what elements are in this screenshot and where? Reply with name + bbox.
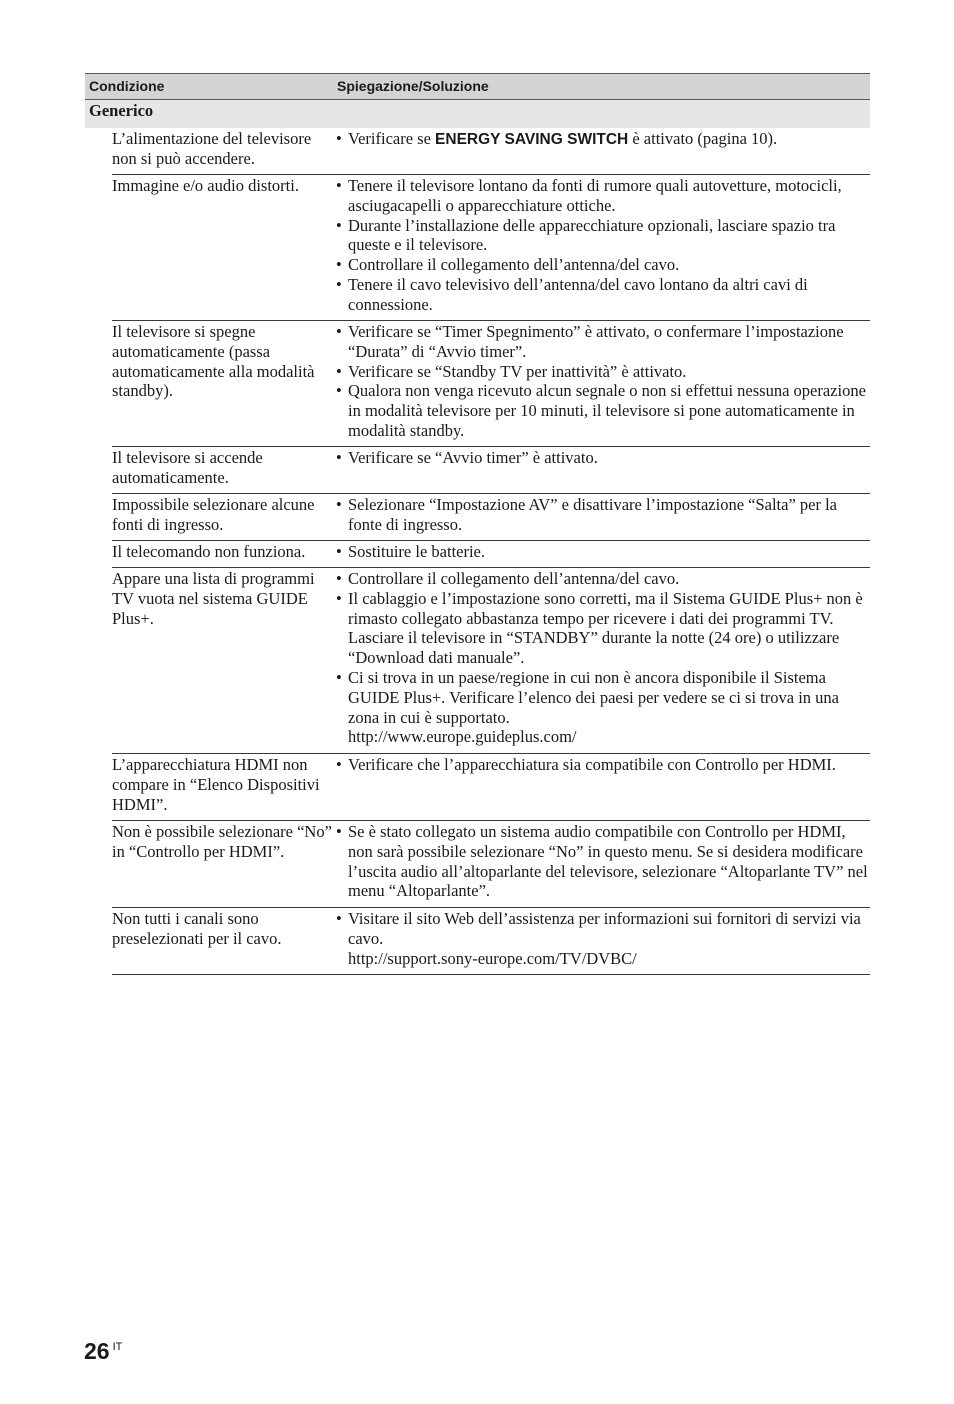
condition-cell: Non è possibile selezionare “No” in “Controllo per HDMI”.: [112, 822, 332, 861]
condition-cell: Il televisore si accende automaticamente.: [112, 448, 263, 487]
table-header: [85, 73, 870, 100]
header-condition: Condizione: [89, 78, 165, 94]
solution-cell: [335, 755, 870, 815]
table-row: [112, 908, 870, 975]
page-number: 26: [84, 1338, 110, 1364]
solution-cell: [335, 495, 870, 535]
solution-text: è attivato (pagina 10).: [628, 129, 778, 148]
table-row: [112, 447, 870, 494]
condition-cell: Impossibile selezionare alcune fonti di ingresso.: [112, 495, 315, 534]
section-heading: Generico: [85, 100, 870, 128]
solution-cell: [335, 822, 870, 902]
condition-cell: Appare una lista di programmi TV vuota nel sistema GUIDE Plus+.: [112, 569, 315, 628]
solution-cell: [335, 129, 870, 169]
table-row: [112, 321, 870, 447]
table-row: [112, 754, 870, 821]
solution-item: • Verificare se “Standby TV per inattività” è attivato.: [336, 362, 870, 382]
solution-cell: [335, 569, 870, 748]
solution-item: • Verificare se “Timer Spegnimento” è attivato, o confermare l’impostazione “Durata” di “Avvio timer”.: [336, 322, 870, 362]
solution-item: • Visitare il sito Web dell’assistenza per informazioni sui fornitori di servizi via cavo.: [336, 909, 870, 949]
solution-item: • Durante l’installazione delle apparecchiature opzionali, lasciare spazio tra queste e il televisore.: [336, 216, 870, 256]
solution-cell: [335, 176, 870, 315]
solution-text: Verificare se: [348, 129, 436, 148]
table-row: [112, 128, 870, 175]
solution-item: • Verificare se “Avvio timer” è attivato.: [336, 448, 870, 468]
solution-cell: [335, 322, 870, 441]
sony-support-link: http://support.sony-europe.com/TV/DVBC/: [348, 948, 637, 968]
table-row: [112, 541, 870, 568]
solution-item: • Verificare che l’apparecchiatura sia compatibile con Controllo per HDMI.: [336, 755, 870, 775]
condition-cell: Il televisore si spegne automaticamente (passa automaticamente alla modalità standby).: [112, 322, 315, 401]
condition-cell: Immagine e/o audio distorti.: [112, 176, 299, 195]
table-row: [112, 568, 870, 754]
solution-item: • Selezionare “Impostazione AV” e disattivare l’impostazione “Salta” per la fonte di ingresso.: [336, 495, 870, 535]
guideplus-link: http://www.europe.guideplus.com/: [348, 727, 577, 747]
solution-item: • Controllare il collegamento dell’antenna/del cavo.: [336, 255, 870, 275]
solution-item: • Sostituire le batterie.: [336, 542, 870, 562]
solution-item: [336, 129, 870, 150]
page-footer: [84, 1338, 122, 1365]
language-code: IT: [112, 1341, 123, 1353]
solution-item: • Controllare il collegamento dell’antenna/del cavo.: [336, 569, 870, 589]
troubleshooting-table: [85, 73, 870, 975]
solution-item: • Qualora non venga ricevuto alcun segnale o non si effettui nessuna operazione in modalità televisore per 10 minuti, il televisore si pone automaticamente in modalità standby.: [336, 381, 870, 440]
table-row: [112, 494, 870, 541]
condition-cell: L’alimentazione del televisore non si può accendere.: [112, 129, 312, 168]
solution-cell: [335, 909, 870, 969]
condition-cell: L’apparecchiatura HDMI non compare in “Elenco Dispositivi HDMI”.: [112, 755, 320, 814]
solution-item: • Ci si trova in un paese/regione in cui non è ancora disponibile il Sistema GUIDE Plus+. Verificare l’elenco dei paesi per vedere se ci si trova in una zona in cui è supportato.: [336, 668, 870, 727]
header-solution: Spiegazione/Soluzione: [337, 78, 489, 94]
solution-item: • Il cablaggio e l’impostazione sono corretti, ma il Sistema GUIDE Plus+ non è rimasto collegato abbastanza tempo per ricevere i dati dei programmi TV. Lasciare il televisore in “STANDBY” durante la notte (24 ore) o utilizzare “Download dati manuale”.: [336, 589, 870, 668]
condition-cell: Non tutti i canali sono preselezionati per il cavo.: [112, 909, 282, 948]
solution-item: • Tenere il cavo televisivo dell’antenna/del cavo lontano da altri cavi di connessione.: [336, 275, 870, 315]
solution-cell: [335, 448, 870, 488]
condition-cell: Il telecomando non funziona.: [112, 542, 306, 561]
table-body: [112, 128, 870, 975]
table-row: [112, 175, 870, 321]
solution-item: • Se è stato collegato un sistema audio compatibile con Controllo per HDMI, non sarà possibile selezionare “No” in questo menu. Se si desidera modificare l’uscita audio all’altoparlante del televisore, selezionare “Altoparlante TV” nel menu “Altoparlante”.: [336, 822, 870, 901]
solution-item: • Tenere il televisore lontano da fonti di rumore quali autovetture, motocicli, asciugacapelli o apparecchiature ottiche.: [336, 176, 870, 216]
solution-cell: [335, 542, 870, 562]
switch-name: ENERGY SAVING SWITCH: [435, 131, 629, 148]
table-row: [112, 821, 870, 908]
